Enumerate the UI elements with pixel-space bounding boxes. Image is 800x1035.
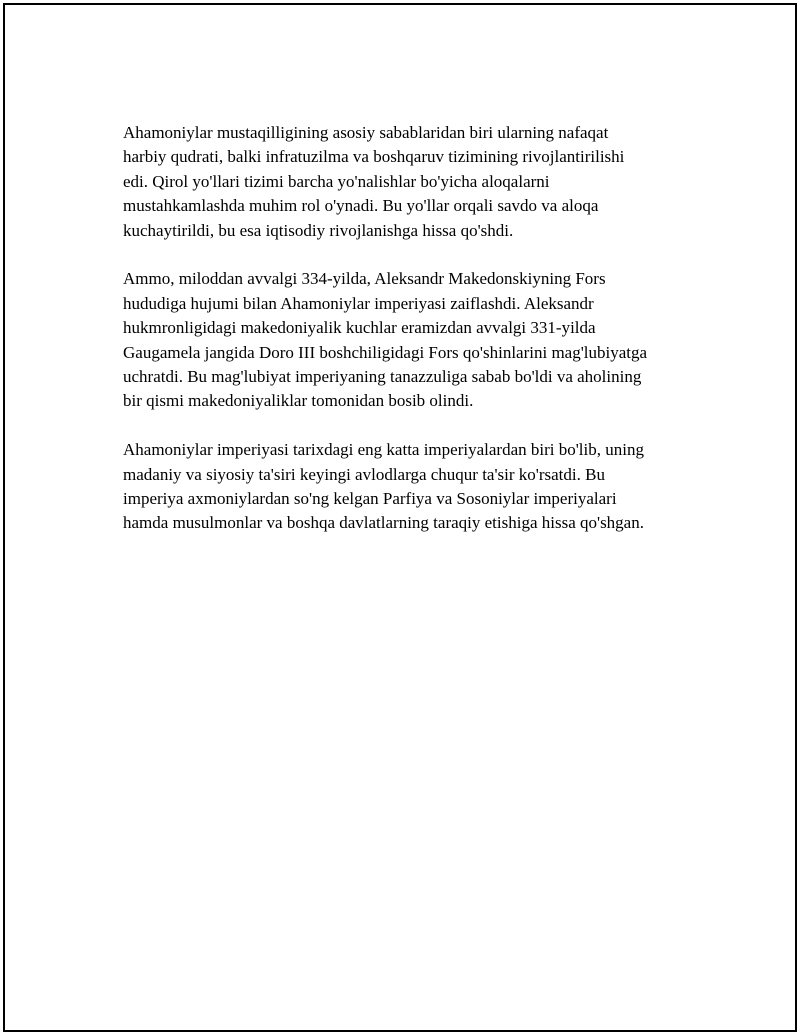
paragraph-3 <box>123 438 703 536</box>
text-line: Ahamoniylar imperiyasi tarixdagi eng katta imperiyalardan biri bo'lib, uning <box>123 440 644 460</box>
text-line: Ahamoniylar mustaqilligining asosiy sabablaridan biri ularning nafaqat <box>123 123 609 142</box>
paragraph-2 <box>123 267 703 413</box>
document-body <box>123 121 703 560</box>
text-line: hamda musulmonlar va boshqa davlatlarning taraqiy etishiga hissa qo'shgan. <box>123 513 644 533</box>
text-line: harbiy qudrati, balki infratuzilma va boshqaruv tizimining rivojlantirilishi <box>123 147 625 167</box>
text-line: mustahkamlashda muhim rol o'ynadi. Bu yo'llar orqali savdo va aloqa <box>123 196 599 216</box>
text-line: hududiga hujumi bilan Ahamoniylar imperiyasi zaiflashdi. Aleksandr <box>123 293 594 313</box>
text-line: edi. Qirol yo'llari tizimi barcha yo'nalishlar bo'yicha aloqalarni <box>123 171 550 191</box>
text-line: hukmronligidagi makedoniyalik kuchlar eramizdan avvalgi 331-yilda <box>123 318 596 338</box>
text-line: imperiya axmoniylardan so'ng kelgan Parfiya va Sosoniylar imperiyalari <box>123 489 617 509</box>
text-line: Gaugamela jangida Doro III boshchiligidagi Fors qo'shinlarini mag'lubiyatga <box>123 342 648 362</box>
paragraph-1 <box>123 121 703 243</box>
text-line: madaniy va siyosiy ta'siri keyingi avlodlarga chuqur ta'sir ko'rsatdi. Bu <box>123 464 605 484</box>
text-line: uchratdi. Bu mag'lubiyat imperiyaning tanazzuliga sabab bo'ldi va aholining <box>123 367 642 387</box>
text-line: Ammo, miloddan avvalgi 334-yilda, Aleksandr Makedonskiyning Fors <box>123 269 606 289</box>
page-frame <box>3 3 797 1032</box>
text-line: bir qismi makedoniyaliklar tomonidan bosib olindi. <box>123 391 474 411</box>
text-line: kuchaytirildi, bu esa iqtisodiy rivojlanishga hissa qo'shdi. <box>123 220 514 240</box>
